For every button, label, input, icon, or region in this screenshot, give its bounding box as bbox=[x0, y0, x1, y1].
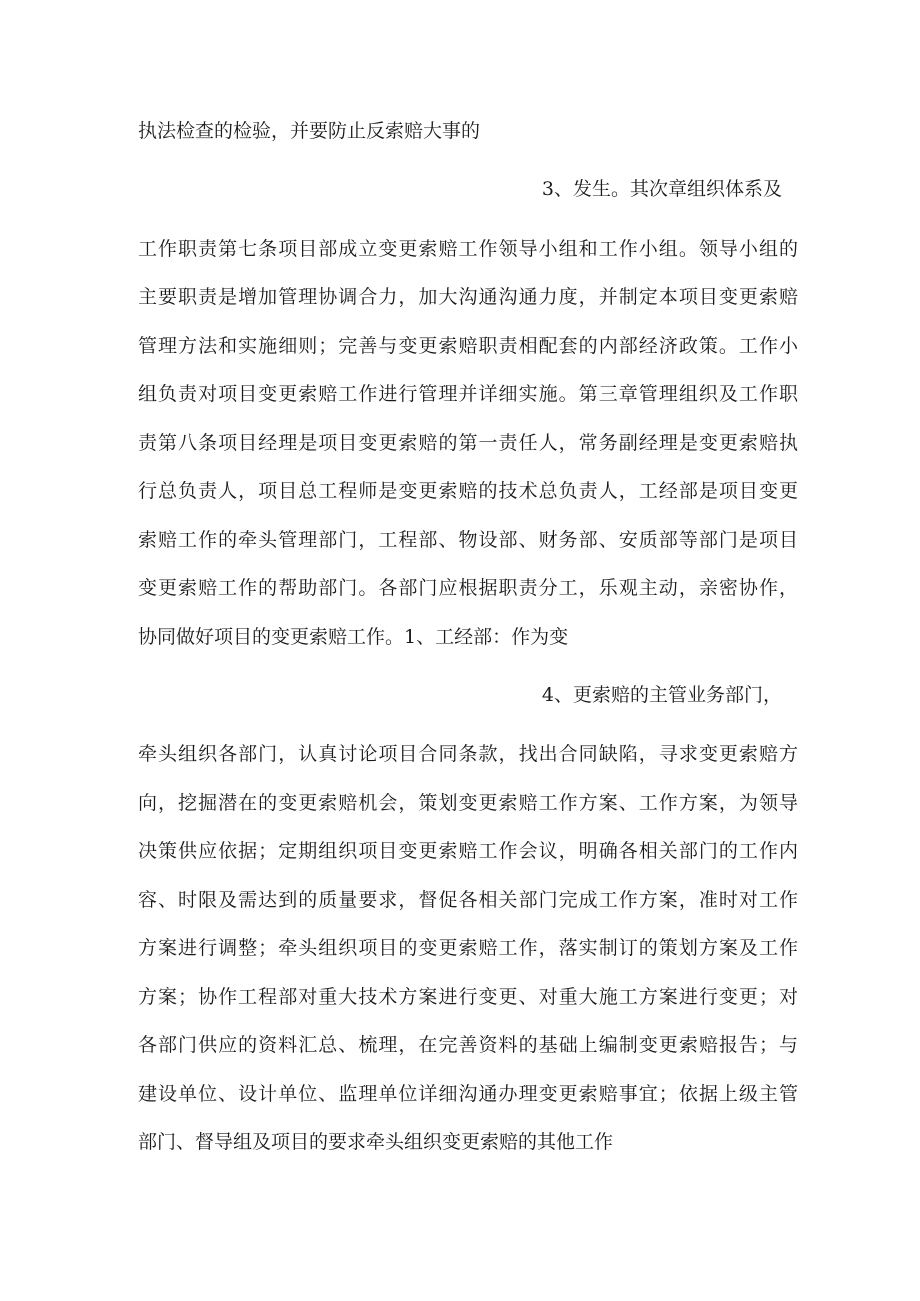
text-line: 行总负责人，项目总工程师是变更索赔的技术总负责人，工经部是项目变更 bbox=[138, 480, 798, 502]
text-line: 方案进行调整；牵头组织项目的变更索赔工作，落实制订的策划方案及工作 bbox=[138, 937, 798, 959]
text-line: 工作职责第七条项目部成立变更索赔工作领导小组和工作小组。领导小组的 bbox=[138, 238, 798, 260]
section-heading-4: 4、更索赔的主管业务部门， bbox=[541, 684, 782, 706]
text-line: 向，挖掘潜在的变更索赔机会，策划变更索赔工作方案、工作方案，为领导 bbox=[138, 792, 798, 814]
text-line: 方案；协作工程部对重大技术方案进行变更、对重大施工方案进行变更；对 bbox=[138, 986, 798, 1008]
text-line: 牵头组织各部门，认真讨论项目合同条款，找出合同缺陷，寻求变更索赔方 bbox=[138, 743, 798, 765]
text-line: 主要职责是增加管理协调合力，加大沟通沟通力度，并制定本项目变更索赔 bbox=[138, 286, 798, 308]
text-line: 责第八条项目经理是项目变更索赔的第一责任人，常务副经理是变更索赔执 bbox=[138, 432, 798, 454]
text-line: 执法检查的检验，并要防止反索赔大事的 bbox=[138, 120, 481, 142]
text-line: 变更索赔工作的帮助部门。各部门应根据职责分工，乐观主动，亲密协作， bbox=[138, 577, 798, 599]
text-line: 建设单位、设计单位、监理单位详细沟通办理变更索赔事宜；依据上级主管 bbox=[138, 1083, 798, 1105]
text-line: 决策供应依据；定期组织项目变更索赔工作会议，明确各相关部门的工作内 bbox=[138, 840, 798, 862]
section-heading-3: 3、发生。其次章组织体系及 bbox=[541, 178, 782, 200]
text-line: 协同做好项目的变更索赔工作。1、工经部：作为变 bbox=[138, 626, 569, 648]
text-line: 部门、督导组及项目的要求牵头组织变更索赔的其他工作 bbox=[138, 1131, 614, 1153]
text-line: 索赔工作的牵头管理部门，工程部、物设部、财务部、安质部等部门是项目 bbox=[138, 529, 798, 551]
text-line: 各部门供应的资料汇总、梳理，在完善资料的基础上编制变更索赔报告；与 bbox=[138, 1034, 798, 1056]
text-line: 管理方法和实施细则；完善与变更索赔职责相配套的内部经济政策。工作小 bbox=[138, 335, 798, 357]
text-line: 容、时限及需达到的质量要求，督促各相关部门完成工作方案，准时对工作 bbox=[138, 889, 798, 911]
text-line: 组负责对项目变更索赔工作进行管理并详细实施。第三章管理组织及工作职 bbox=[138, 383, 798, 405]
